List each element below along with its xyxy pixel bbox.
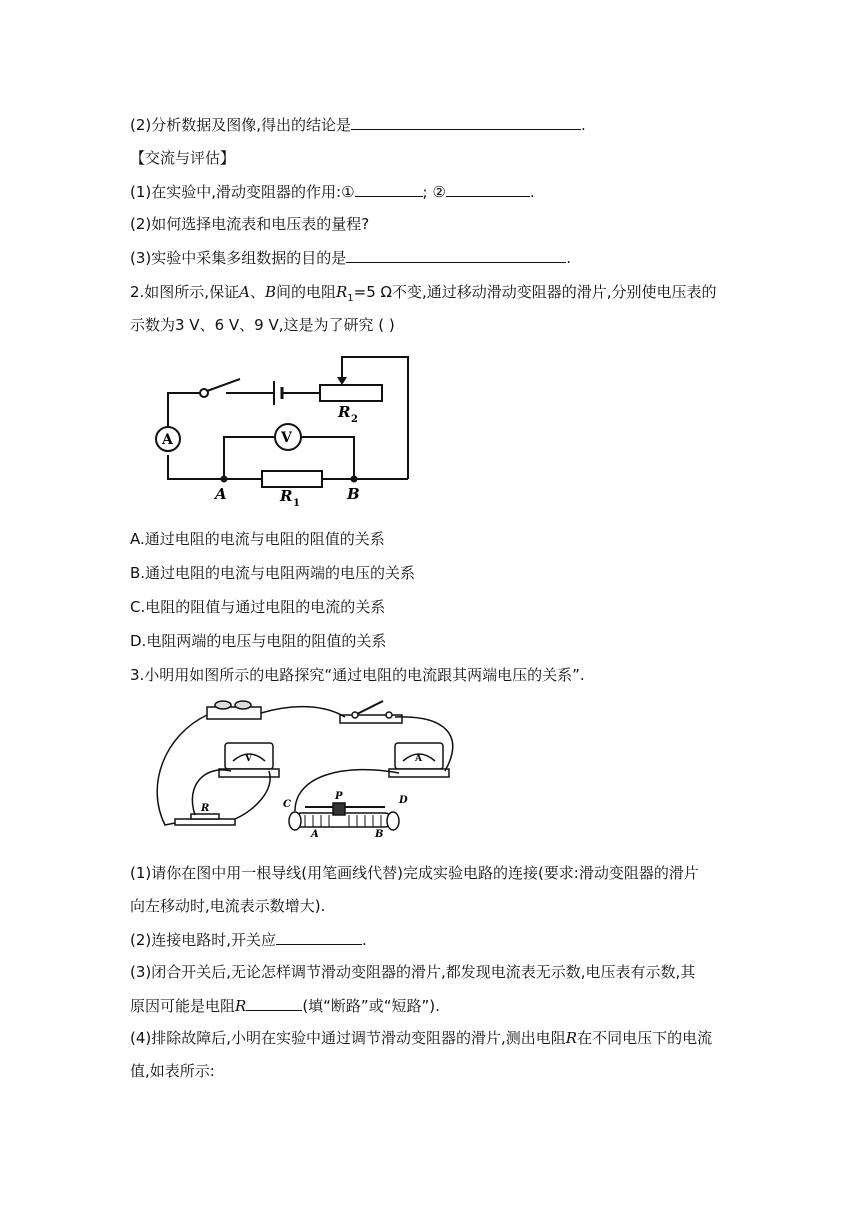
q3-part1-line-2: 向左移动时,电流表示数增大). [130,897,326,915]
q2-separator: 、 [249,283,265,301]
q2-stem-text: 2.如图所示,保证 [130,283,240,301]
figure-voltmeter-label: V [245,754,252,764]
q3-part2-line [130,929,367,950]
q2-stem-text: 间的电阻 [275,283,336,301]
resistor-base [175,819,235,825]
switch-base [340,715,402,723]
q3-part1-line-1: (1)请你在图中用一根导线(用笔画线代替)完成实验电路的连接(要求:滑动变阻器的滑片 [130,864,699,882]
period: . [581,116,586,134]
wire-ammeter-rheostat [295,770,399,811]
q1-purpose-line [130,247,571,268]
q2-r1-symbol: R [336,283,348,301]
wire-battery-resistor [157,715,210,825]
r2-label: R [338,403,351,421]
junction-b-dot [351,476,358,483]
q3-part4-text: 在不同电压下的电流 [577,1029,713,1047]
battery-cell-1 [215,701,231,709]
q2-point-b: B [264,283,276,301]
q3-part4-text: (4)排除故障后,小明在实验中通过调节滑动变阻器的滑片,测出电阻 [130,1029,566,1047]
switch-lever [207,379,240,391]
q1-analysis-text: (2)分析数据及图像,得出的结论是 [130,116,352,134]
period: . [566,249,572,267]
figure-p-label: P [335,791,343,802]
ammeter-label: A [162,432,173,448]
q3-switch-blank[interactable] [276,929,362,945]
q2-point-a: A [239,283,250,301]
switch-blade [355,701,383,715]
q3-stem: 3.小明用如图所示的电路探究“通过电阻的电流跟其两端电压的关系”. [130,666,585,684]
junction-a-dot [221,476,228,483]
voltmeter-label: V [281,430,292,446]
q1-role-separator: ; ② [422,183,446,201]
q2-option-d[interactable]: D.电阻两端的电压与电阻的阻值的关系 [130,632,387,650]
figure-a-label: A [311,829,319,840]
q3-r-symbol: R [235,997,247,1015]
q3-part4-line-1 [130,1028,712,1048]
q3-apparatus-figure [145,695,475,845]
q2-option-b[interactable]: B.通过电阻的电流与电阻两端的电压的关系 [130,564,416,582]
q3-r-symbol: R [565,1029,578,1047]
q1-role-blank-2[interactable] [446,181,530,197]
rheostat-end-right [387,812,399,830]
r2-slider-arrow [337,377,347,385]
q2-stem-line-1 [130,282,717,309]
q2-stem-line-2: 示数为3 V、6 V、9 V,这是为了研究 ( ) [130,316,395,334]
q1-purpose-blank[interactable] [346,247,566,263]
r1-label: R [280,487,293,505]
battery-cell-2 [235,701,251,709]
rheostat-end-left [289,812,301,830]
q3-part3-line-1: (3)闭合开关后,无论怎样调节滑动变阻器的滑片,都发现电流表无示数,电压表有示数,其 [130,963,696,981]
q1-analysis-line [130,114,586,135]
q3-part3-line-2 [130,995,440,1016]
wire-voltmeter-right [235,771,270,819]
q1-role-line [130,181,535,202]
rheostat-slider [333,803,345,815]
figure-resistor-label: R [201,803,210,814]
wire-battery-switch [261,707,345,717]
figure-d-label: D [399,795,408,806]
q3-part2-text: (2)连接电路时,开关应 [130,931,277,949]
bottom-left-wire [168,455,262,479]
point-b-label: B [347,485,360,503]
q2-stem-text: =5 Ω不变,通过移动滑动变阻器的滑片,分别使电压表的 [353,283,717,301]
section-heading: 【交流与评估】 [130,149,236,167]
q2-circuit-diagram [140,345,430,515]
figure-c-label: C [283,799,291,810]
figure-ammeter-label: A [415,754,422,764]
q1-role-text: (1)在实验中,滑动变阻器的作用:① [130,183,355,201]
period: . [362,931,367,949]
q2-r1-subscript: 1 [347,293,354,304]
switch-terminal-left [352,712,358,718]
r2-resistor [320,385,382,401]
r1-resistor [262,471,322,487]
q1-conclusion-blank[interactable] [351,114,581,130]
figure-b-label: B [375,829,384,840]
battery-box [207,707,261,719]
q3-part4-line-2: 值,如表所示: [130,1062,215,1080]
q2-option-a[interactable]: A.通过电阻的电流与电阻的阻值的关系 [130,530,385,548]
switch-terminal-right [386,712,392,718]
q3-fault-blank[interactable] [246,995,302,1011]
r2-subscript-label: 2 [351,414,358,425]
q3-part3-hint: (填“断路”或“短路”). [302,997,440,1015]
point-a-label: A [215,485,227,503]
q1-meter-question: (2)如何选择电流表和电压表的量程? [130,215,370,233]
period: . [529,183,535,201]
q1-role-blank-1[interactable] [355,181,423,197]
q1-purpose-text: (3)实验中采集多组数据的目的是 [130,249,347,267]
r1-subscript-label: 1 [293,498,300,509]
q2-option-c[interactable]: C.电阻的阻值与通过电阻的电流的关系 [130,598,386,616]
q3-part3-text: 原因可能是电阻 [130,997,236,1015]
